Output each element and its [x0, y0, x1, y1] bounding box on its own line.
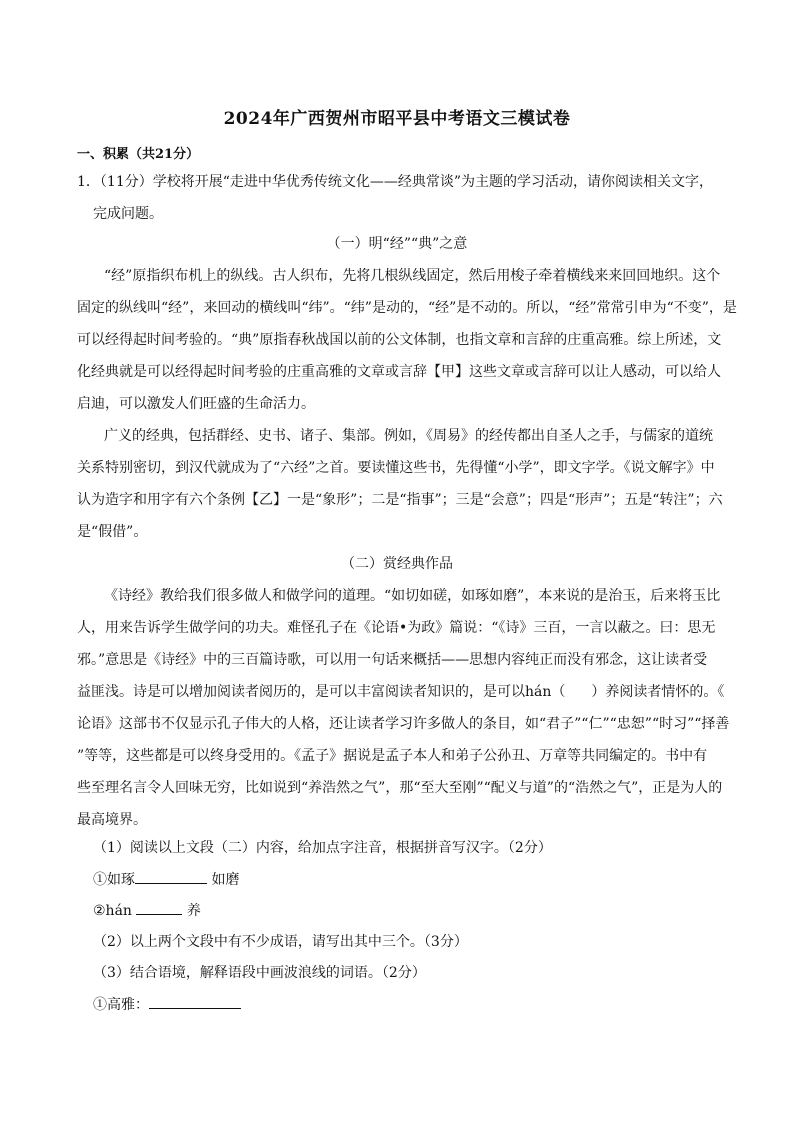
paragraph-line: 些至理名言令人回味无穷，比如说到“养浩然之气”，那“至大至刚”“配义与道”的“浩然之气”，正是为人的: [77, 780, 723, 796]
paragraph-line: 可以经得起时间考验的。“典”原指春秋战国以前的公文体制，也指文章和言辞的庄重高雅。综上所述，文: [77, 332, 722, 348]
paragraph-line: “经”原指织布机上的纵线。古人织布，先将几根纵线固定，然后用梭子牵着横线来来回回地织。这个: [104, 268, 721, 284]
paragraph-line: 论语》这部书不仅显示孔子伟大的人格，还让读者学习许多做人的条目，如“君子”“仁”“忠恕”“时习”“择善: [77, 716, 730, 732]
passage-heading-1: （一）明“经”“典”之意: [326, 236, 468, 252]
paragraph-line: 《诗经》教给我们很多做人和做学问的道理。“如切如磋，如琢如磨”，本来说的是治玉，后来将玉比: [104, 588, 721, 604]
paragraph-line: 认为造字和用字有六个条例【乙】一是“象形”；二是“指事”；三是“会意”；四是“形声”；五是“转注”；六: [77, 492, 723, 508]
paragraph-line: 人，用来告诉学生做学问的功夫。难怪孔子在《论语•为政》篇说：“《诗》三百，一言以蔽之。曰：思无: [77, 620, 716, 636]
paragraph-line: 启迪，可以激发人们旺盛的生命活力。: [77, 396, 315, 412]
paragraph-line: ”等等，这些都是可以终身受用的。《孟子》据说是孟子本人和弟子公孙丑、万章等共同编定的。书中有: [77, 748, 708, 764]
sub-question-3: （3）结合语境，解释语段中画波浪线的词语。（2分）: [93, 965, 426, 981]
paragraph-text: 益匪浅。诗是可以增加阅读者阅历的，是可以丰富阅读者知识的，是可以hán（: [77, 684, 566, 700]
paragraph-line: 邪。”意思是《诗经》中的三百篇诗歌，可以用一句话来概括——思想内容纯正而没有邪念，这让读者受: [77, 652, 708, 668]
paragraph-line: 固定的纵线叫“经”，来回动的横线叫“纬”。“纬”是动的，“经”是不动的。所以，“经”常常引申为“不变”，是: [77, 300, 737, 316]
paragraph-text: ）养阅读者情怀的。《: [591, 684, 725, 700]
section-heading: 一、积累（共21分）: [77, 147, 200, 162]
sub-question-1b: [93, 900, 201, 921]
sub-question-1: （1）阅读以上文段（二）内容，给加点字注音，根据拼音写汉字。（2分）: [93, 840, 552, 856]
page-title: 2024年广西贺州市昭平县中考语文三模试卷: [223, 109, 571, 129]
prompt-text: ②hán: [93, 903, 132, 919]
sub-question-3a: [93, 994, 241, 1015]
prompt-text: ①高雅：: [93, 997, 149, 1013]
answer-blank[interactable]: [136, 900, 182, 915]
paragraph-line: 是“假借”。: [77, 524, 148, 540]
paragraph-line: [77, 682, 724, 702]
paragraph-line: 化经典就是可以经得起时间考验的庄重高雅的文章或言辞【甲】这些文章或言辞可以让人感动，可以给人: [77, 364, 721, 380]
prompt-text: 养: [186, 903, 201, 919]
question-1-stem: 1．（11分）学校将开展“走进中华优秀传统文化——经典常谈”为主题的学习活动，请你阅读相关文字，: [77, 174, 714, 190]
paragraph-line: 关系特别密切，到汉代就成为了“六经”之首。要读懂这些书，先得懂“小学”，即文字学。《说文解字》中: [77, 460, 715, 476]
answer-blank[interactable]: [135, 869, 207, 884]
answer-blank[interactable]: [149, 994, 241, 1009]
prompt-text: 如磨: [211, 872, 240, 888]
prompt-text: ①如琢: [93, 872, 135, 888]
sub-question-1a: [93, 869, 239, 890]
sub-question-2: （2）以上两个文段中有不少成语，请写出其中三个。（3分）: [93, 934, 468, 950]
question-1-stem-cont: 完成问题。: [93, 206, 163, 222]
paragraph-line: 最高境界。: [77, 812, 147, 828]
paragraph-line: 广义的经典，包括群经、史书、诸子、集部。例如，《周易》的经传都出自圣人之手，与儒家的道统: [104, 428, 713, 444]
passage-heading-2: （二）赏经典作品: [341, 556, 453, 572]
